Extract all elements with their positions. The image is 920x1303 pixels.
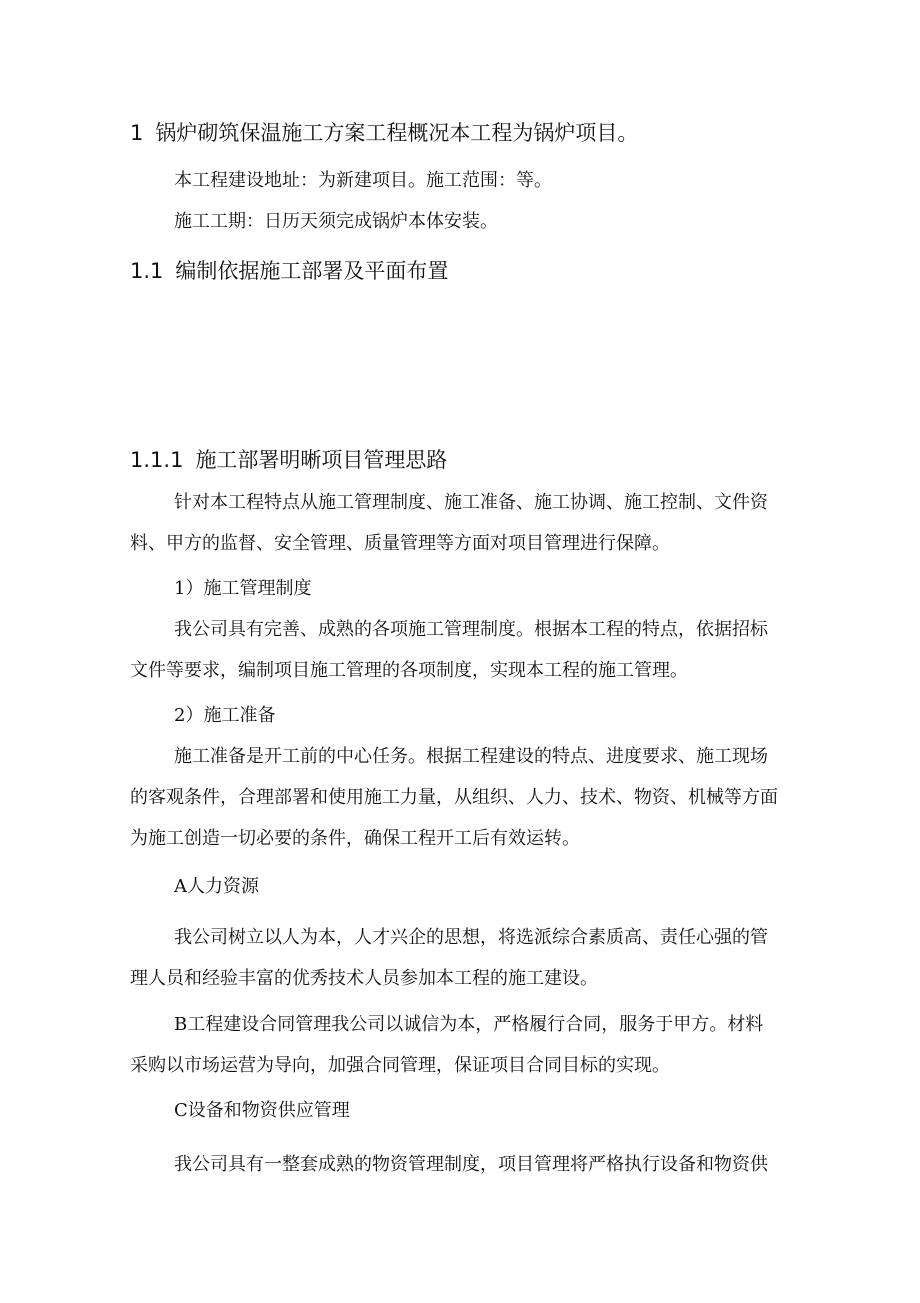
paragraph-line: 的客观条件，合理部署和使用施工力量，从组织、人力、技术、物资、机械等方面 <box>130 787 778 808</box>
heading-1-1 <box>130 257 448 285</box>
list-label: C设备和物资供应管理 <box>174 1100 350 1121</box>
paragraph-line: 施工准备是开工前的中心任务。根据工程建设的特点、进度要求、施工现场 <box>174 746 768 767</box>
heading-text: 锅炉砌筑保温施工方案工程概况本工程为锅炉项目。 <box>155 121 639 145</box>
heading-1 <box>130 119 638 147</box>
paragraph-line: 我公司具有一整套成熟的物资管理制度，项目管理将严格执行设备和物资供 <box>174 1154 768 1175</box>
list-label: A人力资源 <box>174 876 259 897</box>
paragraph-line: 文件等要求，编制项目施工管理的各项制度，实现本工程的施工管理。 <box>130 660 688 681</box>
paragraph-line: B工程建设合同管理我公司以诚信为本，严格履行合同，服务于甲方。材料 <box>174 1014 764 1035</box>
list-label: 1）施工管理制度 <box>174 578 312 599</box>
heading-1-1-1 <box>130 446 447 474</box>
paragraph-line: 为施工创造一切必要的条件，确保工程开工后有效运转。 <box>130 828 580 849</box>
list-label: 2）施工准备 <box>174 705 276 726</box>
heading-number: 1 <box>130 121 144 145</box>
paragraph-line: 我公司具有完善、成熟的各项施工管理制度。根据本工程的特点，依据招标 <box>174 619 768 640</box>
heading-number: 1.1 <box>130 259 164 283</box>
heading-text: 编制依据施工部署及平面布置 <box>175 259 449 283</box>
paragraph-line: 针对本工程特点从施工管理制度、施工准备、施工协调、施工控制、文件资 <box>174 492 768 513</box>
paragraph-line: 采购以市场运营为导向，加强合同管理，保证项目合同目标的实现。 <box>130 1055 670 1076</box>
paragraph-line: 本工程建设地址：为新建项目。施工范围：等。 <box>174 170 552 191</box>
paragraph-line: 料、甲方的监督、安全管理、质量管理等方面对项目管理进行保障。 <box>130 533 670 554</box>
paragraph-line: 施工工期：日历天须完成锅炉本体安装。 <box>174 211 498 232</box>
paragraph-line: 我公司树立以人为本，人才兴企的思想，将选派综合素质高、责任心强的管 <box>174 927 768 948</box>
paragraph-line: 理人员和经验丰富的优秀技术人员参加本工程的施工建设。 <box>130 968 598 989</box>
heading-number: 1.1.1 <box>130 448 184 472</box>
heading-text: 施工部署明晰项目管理思路 <box>195 448 448 472</box>
